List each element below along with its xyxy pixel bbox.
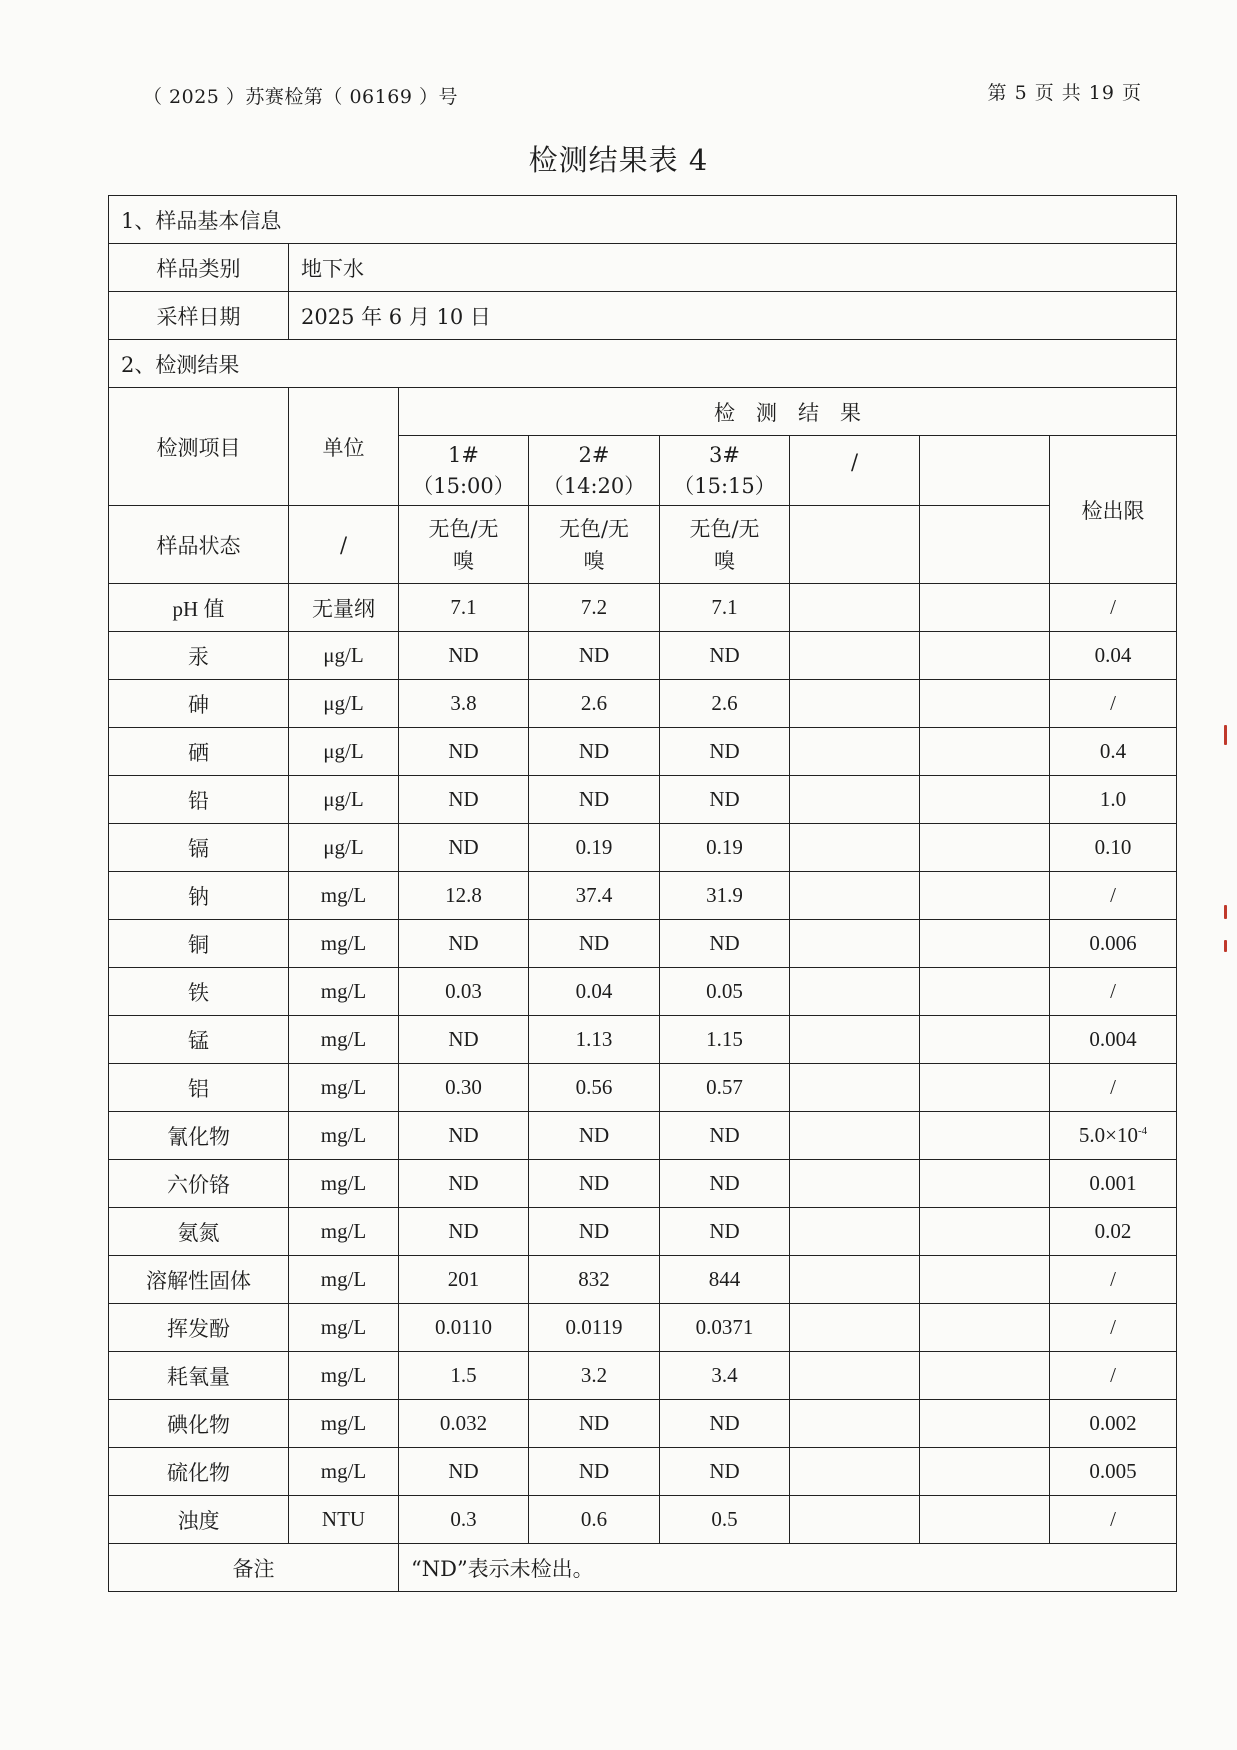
sample-2-value: ND — [529, 632, 660, 680]
detection-limit-value: / — [1050, 1256, 1177, 1304]
empty-cell — [790, 1448, 920, 1496]
sample-2-value: 0.6 — [529, 1496, 660, 1544]
unit-cell: mg/L — [289, 1256, 399, 1304]
sample-3-value: 3.4 — [660, 1352, 790, 1400]
table-row — [109, 1400, 1177, 1448]
item-cell: 铅 — [109, 776, 289, 824]
empty-cell — [790, 920, 920, 968]
item-cell: 碘化物 — [109, 1400, 289, 1448]
detection-limit-value: $5.0\times 10^{-4}$ — [1050, 1112, 1177, 1160]
results-header-row — [109, 388, 1177, 436]
sample-3-value: ND — [660, 1160, 790, 1208]
sample-3-value: 0.0371 — [660, 1304, 790, 1352]
detection-limit-value: 0.10 — [1050, 824, 1177, 872]
sample-type-row — [109, 244, 1177, 292]
empty-cell — [920, 1160, 1050, 1208]
table-row — [109, 1496, 1177, 1544]
detection-limit-value: / — [1050, 1304, 1177, 1352]
empty-cell — [920, 1016, 1050, 1064]
sample-1-value: 0.03 — [399, 968, 529, 1016]
detection-limit-value: / — [1050, 1496, 1177, 1544]
empty-col-header — [920, 436, 1050, 506]
table-row — [109, 776, 1177, 824]
item-cell: 砷 — [109, 680, 289, 728]
unit-cell: μg/L — [289, 680, 399, 728]
section1-heading: 1、样品基本信息 — [109, 196, 1177, 244]
sample-3-value: 2.6 — [660, 680, 790, 728]
results-table — [108, 195, 1177, 1592]
sample-3-value: ND — [660, 728, 790, 776]
sample-1-value: 7.1 — [399, 584, 529, 632]
detection-limit-value: 1.0 — [1050, 776, 1177, 824]
item-cell: 镉 — [109, 824, 289, 872]
sample-1-value: 3.8 — [399, 680, 529, 728]
unit-cell: μg/L — [289, 632, 399, 680]
table-row — [109, 1256, 1177, 1304]
table-row — [109, 632, 1177, 680]
unit-cell: mg/L — [289, 968, 399, 1016]
item-cell: 浊度 — [109, 1496, 289, 1544]
detection-limit-value: 0.001 — [1050, 1160, 1177, 1208]
table-row — [109, 728, 1177, 776]
unit-cell: mg/L — [289, 1208, 399, 1256]
empty-cell — [790, 1064, 920, 1112]
limit-exponent: -4 — [1137, 1125, 1148, 1137]
empty-cell — [920, 824, 1050, 872]
sample-2-value: ND — [529, 920, 660, 968]
sampling-date-label: 采样日期 — [109, 292, 289, 340]
sample-2-value: 3.2 — [529, 1352, 660, 1400]
empty-cell — [790, 1496, 920, 1544]
remark-label: 备注 — [109, 1544, 399, 1592]
item-cell: 耗氧量 — [109, 1352, 289, 1400]
detection-limit-value: 0.002 — [1050, 1400, 1177, 1448]
remark-text: “ND”表示未检出。 — [399, 1544, 1177, 1592]
empty-cell — [790, 824, 920, 872]
table-row — [109, 872, 1177, 920]
table-row — [109, 1208, 1177, 1256]
sample-2-value: 0.0119 — [529, 1304, 660, 1352]
sample-2-value: ND — [529, 728, 660, 776]
sample-1-value: 0.0110 — [399, 1304, 529, 1352]
empty-cell — [790, 1160, 920, 1208]
detection-limit-value: / — [1050, 968, 1177, 1016]
item-cell: 铝 — [109, 1064, 289, 1112]
sample-1-value: ND — [399, 776, 529, 824]
table-row — [109, 1160, 1177, 1208]
sample-1-value: 0.3 — [399, 1496, 529, 1544]
document-number: （ 2025 ）苏赛检第（ 06169 ）号 — [143, 86, 458, 108]
sample-3-value: ND — [660, 632, 790, 680]
detection-limit-value: 0.004 — [1050, 1016, 1177, 1064]
table-row — [109, 1112, 1177, 1160]
sample-3-value: ND — [660, 920, 790, 968]
sample-state-label: 样品状态 — [109, 506, 289, 584]
empty-cell — [790, 1112, 920, 1160]
unit-cell: mg/L — [289, 1016, 399, 1064]
item-cell: 六价铬 — [109, 1160, 289, 1208]
empty-cell — [920, 920, 1050, 968]
empty-cell — [920, 1496, 1050, 1544]
page-title: 检测结果表 4 — [528, 143, 709, 177]
sample-2-value: ND — [529, 1208, 660, 1256]
empty-cell — [920, 1256, 1050, 1304]
sample-2-state: 无色/无 嗅 — [529, 506, 660, 584]
empty-cell — [790, 506, 920, 584]
empty-cell — [920, 1400, 1050, 1448]
detection-limit-header: 检出限 — [1050, 436, 1177, 584]
table-row — [109, 968, 1177, 1016]
sample-1-value: 0.032 — [399, 1400, 529, 1448]
sample-1-value: ND — [399, 1208, 529, 1256]
sample-1-value: 12.8 — [399, 872, 529, 920]
results-header: 检 测 结 果 — [399, 388, 1177, 436]
sample-1-value: ND — [399, 1112, 529, 1160]
sample-3-value: ND — [660, 1112, 790, 1160]
remark-row — [109, 1544, 1177, 1592]
detection-limit-value: 0.04 — [1050, 632, 1177, 680]
sample-3-value: ND — [660, 1400, 790, 1448]
detection-limit-value: / — [1050, 1352, 1177, 1400]
empty-cell — [790, 584, 920, 632]
unit-cell: mg/L — [289, 1112, 399, 1160]
sample-2-value: ND — [529, 1400, 660, 1448]
sample-2-value: ND — [529, 1112, 660, 1160]
sample-1-value: 1.5 — [399, 1352, 529, 1400]
empty-cell — [790, 968, 920, 1016]
sample-2-value: 0.04 — [529, 968, 660, 1016]
sample-2-header: 2# （14:20） — [529, 436, 660, 506]
sample-2-value: 37.4 — [529, 872, 660, 920]
sample-3-value: 7.1 — [660, 584, 790, 632]
item-cell: 硒 — [109, 728, 289, 776]
empty-cell — [920, 680, 1050, 728]
detection-limit-value: / — [1050, 1064, 1177, 1112]
sample-2-value: 832 — [529, 1256, 660, 1304]
sample-1-value: ND — [399, 1448, 529, 1496]
sample-1-value: ND — [399, 920, 529, 968]
extra-col-header: / — [790, 436, 920, 506]
table-row — [109, 1304, 1177, 1352]
unit-cell: mg/L — [289, 920, 399, 968]
sample-1-value: ND — [399, 824, 529, 872]
detection-limit-value: 0.02 — [1050, 1208, 1177, 1256]
sample-1-value: 201 — [399, 1256, 529, 1304]
sample-type-label: 样品类别 — [109, 244, 289, 292]
unit-header: 单位 — [289, 388, 399, 506]
sample-3-state: 无色/无 嗅 — [660, 506, 790, 584]
empty-cell — [920, 1064, 1050, 1112]
sample-3-value: 0.05 — [660, 968, 790, 1016]
item-cell: 锰 — [109, 1016, 289, 1064]
table-row — [109, 1448, 1177, 1496]
sample-1-state: 无色/无 嗅 — [399, 506, 529, 584]
empty-cell — [790, 728, 920, 776]
detection-limit-value: 0.006 — [1050, 920, 1177, 968]
sample-3-value: 0.19 — [660, 824, 790, 872]
sample-3-value: 31.9 — [660, 872, 790, 920]
sample-2-value: 0.56 — [529, 1064, 660, 1112]
item-cell: 氰化物 — [109, 1112, 289, 1160]
unit-cell: 无量纲 — [289, 584, 399, 632]
empty-cell — [920, 1448, 1050, 1496]
unit-cell: mg/L — [289, 1160, 399, 1208]
section1-heading-row — [109, 196, 1177, 244]
item-cell: 溶解性固体 — [109, 1256, 289, 1304]
table-row — [109, 1352, 1177, 1400]
sample-2-value: 1.13 — [529, 1016, 660, 1064]
scan-mark — [1224, 905, 1227, 919]
detection-limit-value: 0.005 — [1050, 1448, 1177, 1496]
detection-limit-value: / — [1050, 584, 1177, 632]
sample-1-value: 0.30 — [399, 1064, 529, 1112]
sample-2-value: 7.2 — [529, 584, 660, 632]
detection-limit-value: 0.4 — [1050, 728, 1177, 776]
sample-3-value: ND — [660, 1448, 790, 1496]
empty-cell — [790, 1208, 920, 1256]
empty-cell — [790, 1016, 920, 1064]
unit-cell: mg/L — [289, 872, 399, 920]
empty-cell — [920, 776, 1050, 824]
empty-cell — [920, 1304, 1050, 1352]
item-cell: 钠 — [109, 872, 289, 920]
unit-cell: μg/L — [289, 776, 399, 824]
empty-cell — [920, 728, 1050, 776]
unit-cell: mg/L — [289, 1064, 399, 1112]
unit-cell: μg/L — [289, 728, 399, 776]
unit-cell: mg/L — [289, 1352, 399, 1400]
item-cell: 铜 — [109, 920, 289, 968]
sample-2-value: ND — [529, 1448, 660, 1496]
detection-limit-value: / — [1050, 872, 1177, 920]
item-cell: 挥发酚 — [109, 1304, 289, 1352]
sample-2-value: 2.6 — [529, 680, 660, 728]
sample-1-value: ND — [399, 632, 529, 680]
item-cell: pH 值 — [109, 584, 289, 632]
sample-3-value: 844 — [660, 1256, 790, 1304]
detection-limit-value: / — [1050, 680, 1177, 728]
empty-cell — [920, 1352, 1050, 1400]
unit-cell: mg/L — [289, 1304, 399, 1352]
sample-type-value: 地下水 — [289, 244, 1177, 292]
empty-cell — [920, 968, 1050, 1016]
sample-2-value: 0.19 — [529, 824, 660, 872]
sample-3-value: 0.5 — [660, 1496, 790, 1544]
empty-cell — [920, 584, 1050, 632]
scan-mark — [1224, 725, 1227, 745]
empty-cell — [790, 872, 920, 920]
empty-cell — [920, 872, 1050, 920]
sample-3-value: ND — [660, 1208, 790, 1256]
sample-2-value: ND — [529, 776, 660, 824]
item-cell: 硫化物 — [109, 1448, 289, 1496]
empty-cell — [790, 1256, 920, 1304]
empty-cell — [790, 632, 920, 680]
sample-3-value: 0.57 — [660, 1064, 790, 1112]
sample-3-header: 3# （15:15） — [660, 436, 790, 506]
empty-cell — [790, 1304, 920, 1352]
unit-cell: μg/L — [289, 824, 399, 872]
sample-1-header: 1# （15:00） — [399, 436, 529, 506]
table-row — [109, 824, 1177, 872]
sampling-date-value: 2025 年 6 月 10 日 — [289, 292, 1177, 340]
table-row — [109, 920, 1177, 968]
item-header: 检测项目 — [109, 388, 289, 506]
unit-cell: mg/L — [289, 1448, 399, 1496]
sample-3-value: 1.15 — [660, 1016, 790, 1064]
section2-heading: 2、检测结果 — [109, 340, 1177, 388]
table-row — [109, 1016, 1177, 1064]
sample-state-unit: / — [289, 506, 399, 584]
empty-cell — [790, 776, 920, 824]
sample-3-value: ND — [660, 776, 790, 824]
table-row — [109, 680, 1177, 728]
sampling-date-row — [109, 292, 1177, 340]
empty-cell — [790, 1400, 920, 1448]
unit-cell: NTU — [289, 1496, 399, 1544]
sample-state-row — [109, 506, 1177, 584]
sample-2-value: ND — [529, 1160, 660, 1208]
item-cell: 铁 — [109, 968, 289, 1016]
empty-cell — [790, 680, 920, 728]
unit-cell: mg/L — [289, 1400, 399, 1448]
sample-1-value: ND — [399, 728, 529, 776]
empty-cell — [920, 1112, 1050, 1160]
item-cell: 氨氮 — [109, 1208, 289, 1256]
empty-cell — [920, 1208, 1050, 1256]
page-number: 第 5 页 共 19 页 — [987, 82, 1142, 104]
sample-1-value: ND — [399, 1160, 529, 1208]
empty-cell — [790, 1352, 920, 1400]
empty-cell — [920, 632, 1050, 680]
section2-heading-row — [109, 340, 1177, 388]
empty-cell — [920, 506, 1050, 584]
table-row — [109, 584, 1177, 632]
scan-mark — [1224, 940, 1227, 952]
table-row — [109, 1064, 1177, 1112]
item-cell: 汞 — [109, 632, 289, 680]
sample-1-value: ND — [399, 1016, 529, 1064]
